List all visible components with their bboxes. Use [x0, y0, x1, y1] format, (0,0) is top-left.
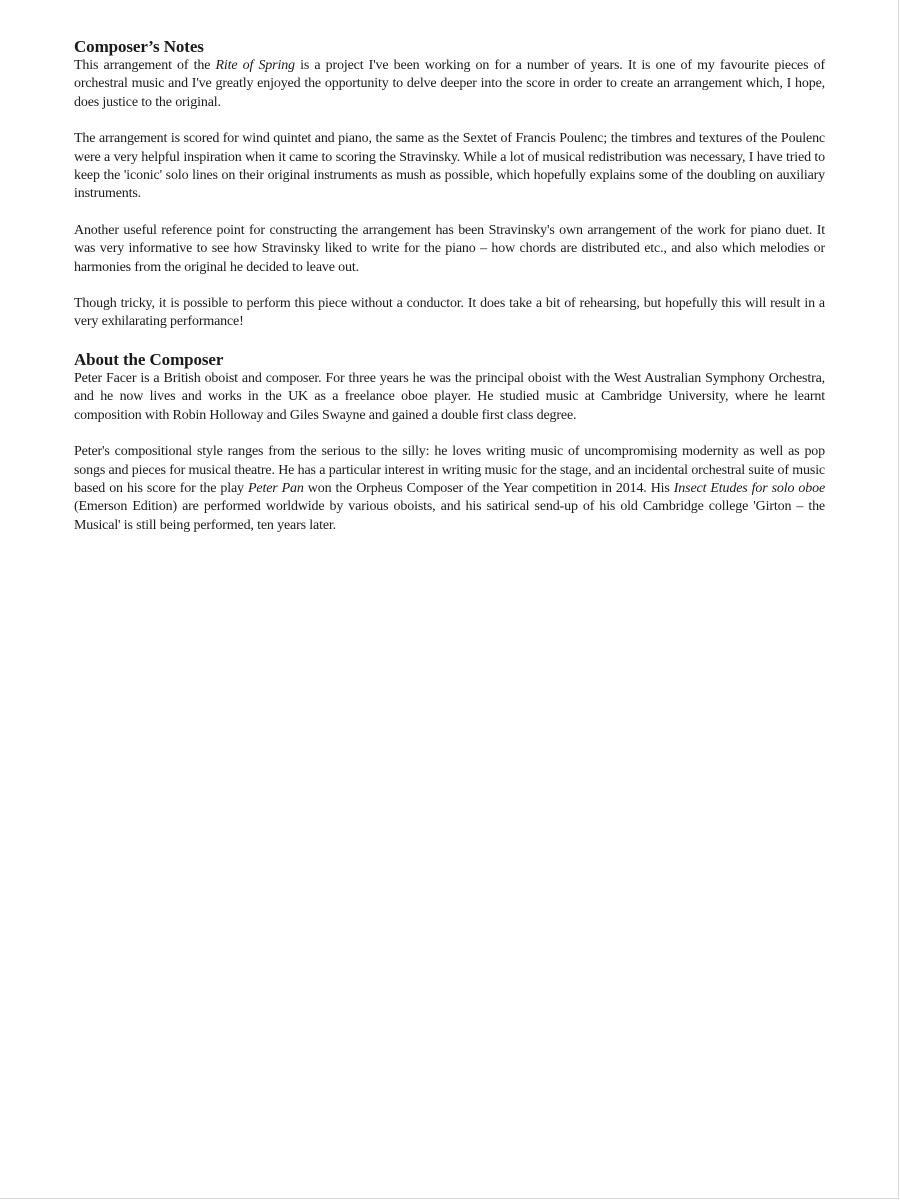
composers-notes-section: [74, 37, 825, 332]
insect-etudes-title: Insect Etudes for solo oboe: [673, 480, 826, 496]
notes-p1-text-b: is a project I've been working on for a number of years. It is one of my favourite pieces of orchestral music and I've greatly enjoyed the opportunity to delve deeper into the score in order to create an arrangement which, I hope, does justice to the original.: [74, 58, 825, 110]
rite-of-spring-title: Rite of Spring: [215, 58, 295, 73]
about-paragraph-1: Peter Facer is a British oboist and composer. For three years he was the principal oboist with the West Australian Symphony Orchestra, and he now lives and works in the UK as a freelance oboe player. He studied music at Cambridge University, where he learnt composition with Robin Holloway and Giles Swayne and gained a double first class degree.: [74, 370, 825, 423]
about-p2-text-b: won the Orpheus Composer of the Year competition in 2014. His: [303, 480, 674, 496]
about-p2-text-c: (Emerson Edition) are performed worldwide by various oboists, and his satirical send-up of his old Cambridge college 'Girton – the Musical' is still being performed, ten years later.: [74, 499, 825, 533]
about-paragraph-2: [74, 443, 825, 535]
notes-paragraph-2: The arrangement is scored for wind quintet and piano, the same as the Sextet of Francis Poulenc; the timbres and textures of the Poulenc were a very helpful inspiration when it came to scoring the Stravinsky. While a lot of musical redistribution was necessary, I have tried to keep the 'iconic' solo lines on their original instruments as mush as possible, which hopefully explains some of the doubling on auxiliary instruments.: [74, 131, 825, 202]
page-content: [74, 37, 825, 553]
notes-paragraph-4: Though tricky, it is possible to perform this piece without a conductor. It does take a bit of rehearsing, but hopefully this will result in a very exhilarating performance!: [74, 296, 825, 330]
composers-notes-heading: Composer’s Notes: [74, 37, 204, 56]
about-p2-text-a: Peter's compositional style ranges from the serious to the silly: he loves writing music of uncompromising modernity as well as pop songs and pieces for musical theatre. He has a particular interest in writing music for the stage, and an incidental orchestral suite of music based on his score for the play: [74, 444, 825, 496]
about-composer-section: [74, 350, 825, 535]
about-composer-heading: About the Composer: [74, 349, 224, 369]
notes-paragraph-1: [74, 57, 825, 112]
notes-paragraph-3: Another useful reference point for constructing the arrangement has been Stravinsky's own arrangement of the work for piano duet. It was very informative to see how Stravinsky liked to write for the piano – how chords are distributed etc., and also which melodies or harmonies from the original he decided to leave out.: [74, 222, 825, 275]
peter-pan-title: Peter Pan: [247, 480, 304, 496]
notes-p1-text-a: This arrangement of the: [74, 58, 216, 73]
